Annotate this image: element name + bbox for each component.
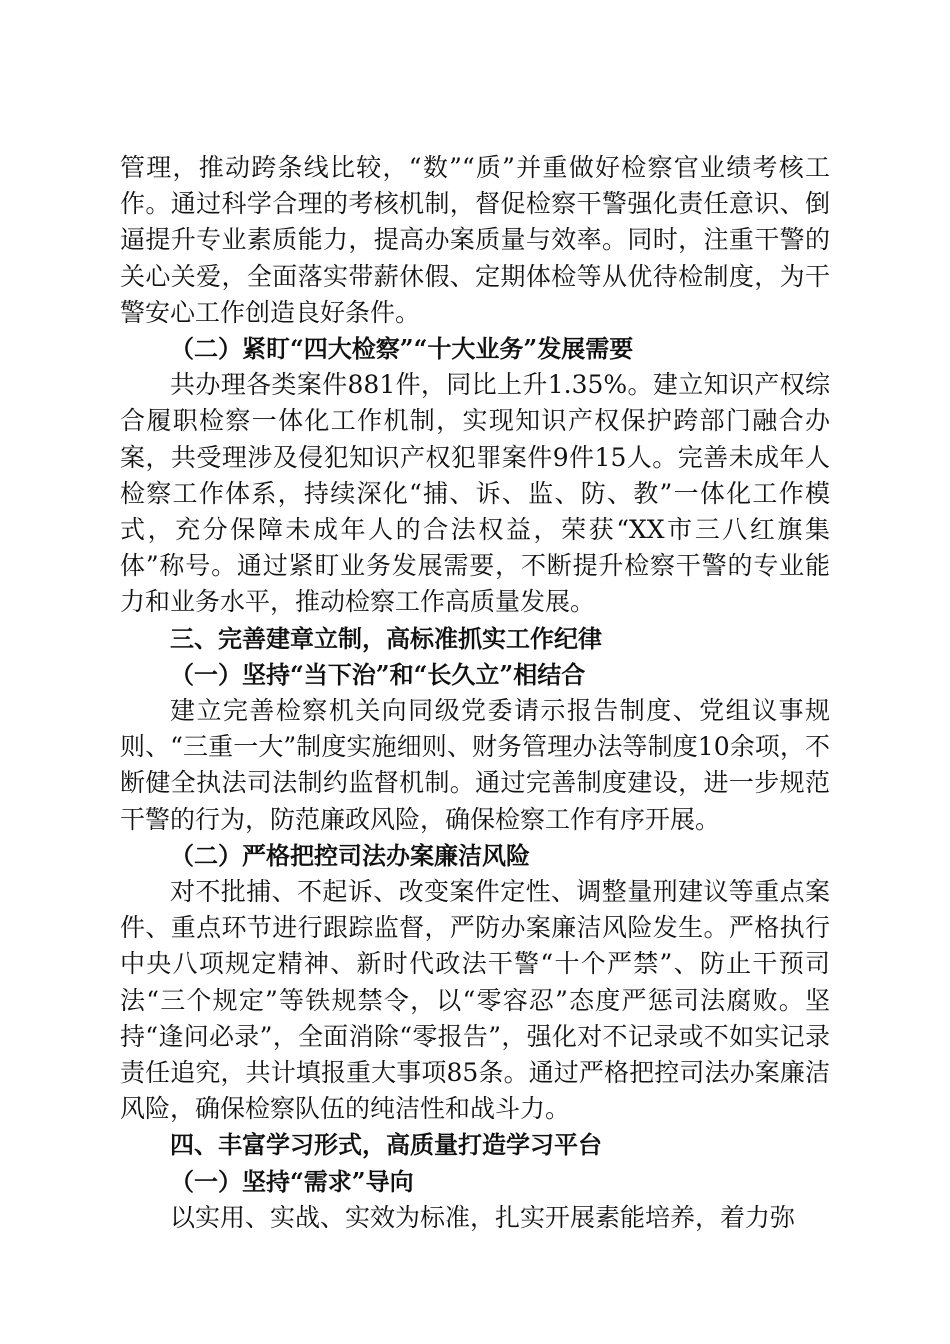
section-heading-3-1: （一）坚持“当下治”和“长久立”相结合	[170, 659, 586, 689]
section-heading-2-1: （二）紧盯“四大检察”“十大业务”发展需要	[170, 334, 634, 364]
section-heading-3: 三、完善建章立制，高标准抓实工作纪律	[170, 624, 602, 653]
paragraph-continuation: 管理，推动跨条线比较，“数”“质”并重做好检察官业绩考核工作。通过科学合理的考核机制，督促检察干警强化责任意识、倒逼提升专业素质能力，提高办案质量与效率。同时，注重干警的关心关爱，全面落实带薪休假、定期体检等从优待检制度，为干警安心工作创造良好条件。	[120, 153, 830, 327]
paragraph-case-handling: 共办理各类案件881件，同比上升1.35%。建立知识产权综合履职检察一体化工作机制，实现知识产权保护跨部门融合办案，共受理涉及侵犯知识产权犯罪案件9件15人。完善未成年人检察工作体系，持续深化“捕、诉、监、防、教”一体化工作模式，充分保障未成年人的合法权益，荣获“XX市三八红旗集体”称号。通过紧盯业务发展需要，不断提升检察干警的专业能力和业务水平，推动检察工作高质量发展。	[120, 370, 830, 617]
section-heading-4-1: （一）坚持“需求”导向	[170, 1166, 414, 1196]
section-heading-4: 四、丰富学习形式，高质量打造学习平台	[170, 1131, 602, 1160]
paragraph-training: 以实用、实战、实效为标准，扎实开展素能培养，着力弥	[170, 1202, 796, 1232]
document-body	[120, 150, 830, 1236]
paragraph-integrity-risk: 对不批捕、不起诉、改变案件定性、调整量刑建议等重点案件、重点环节进行跟踪监督，严防办案廉洁风险发生。严格执行中央八项规定精神、新时代政法干警“十个严禁”、防止干预司法“三个规定”等铁规禁令，以“零容忍”态度严惩司法腐败。坚持“逢问必录”，全面消除“零报告”，强化对不记录或不如实记录责任追究，共计填报重大事项85条。通过严格把控司法办案廉洁风险，确保检察队伍的纯洁性和战斗力。	[120, 877, 830, 1124]
section-heading-3-2: （二）严格把控司法办案廉洁风险	[170, 840, 530, 870]
paragraph-system-building: 建立完善检察机关向同级党委请示报告制度、党组议事规则、“三重一大”制度实施细则、财务管理办法等制度10余项，不断健全执法司法制约监督机制。通过完善制度建设，进一步规范干警的行为，防范廉政风险，确保检察工作有序开展。	[120, 696, 830, 834]
